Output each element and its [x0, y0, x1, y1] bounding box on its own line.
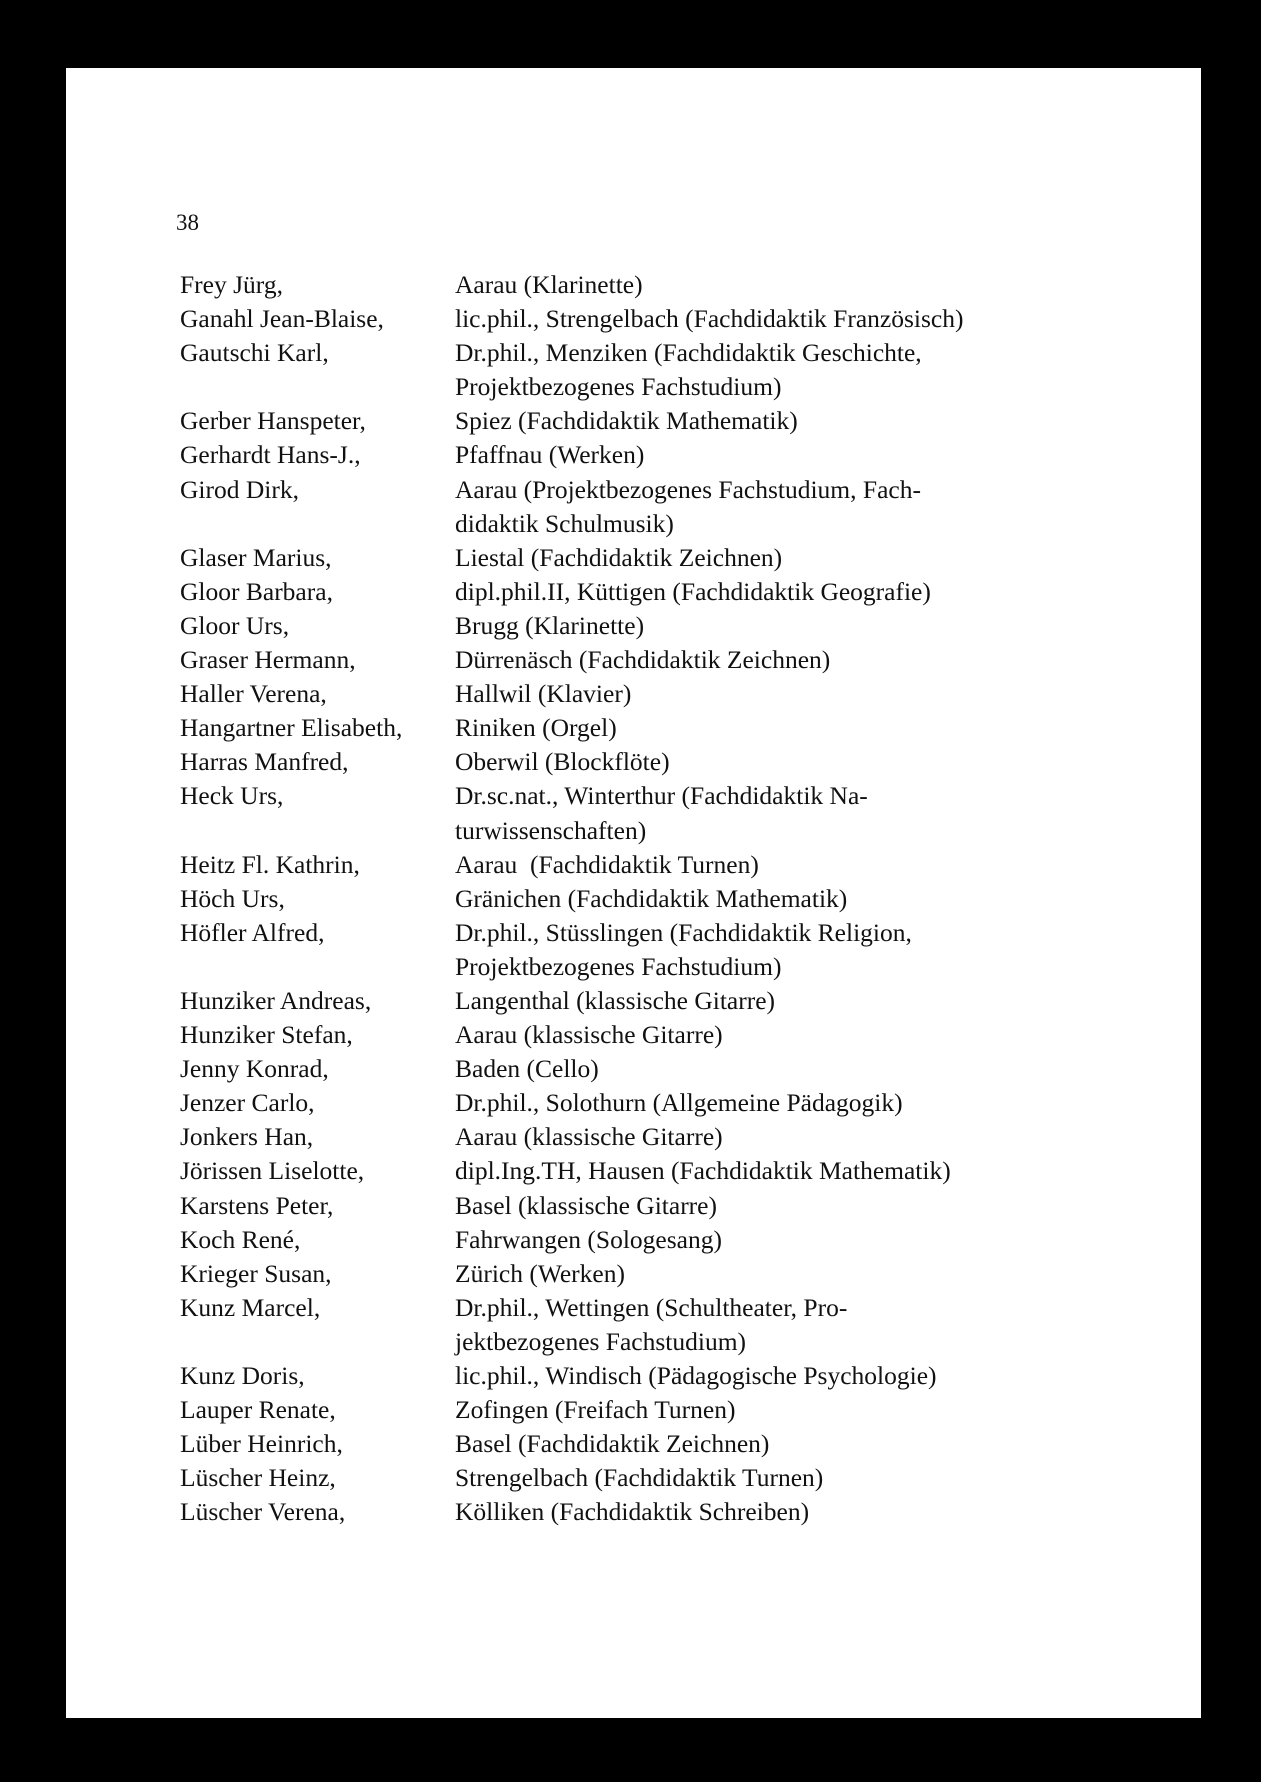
list-item	[180, 302, 1180, 336]
list-item	[180, 711, 1180, 745]
list-item	[180, 404, 1180, 438]
person-detail: Strengelbach (Fachdidaktik Turnen)	[455, 1463, 824, 1493]
person-detail: Zofingen (Freifach Turnen)	[455, 1395, 736, 1425]
staff-list	[180, 268, 1180, 1529]
list-item	[180, 438, 1180, 472]
person-detail: Riniken (Orgel)	[455, 713, 617, 743]
person-detail: lic.phil., Windisch (Pädagogische Psychologie)	[455, 1361, 937, 1390]
list-item	[180, 779, 1180, 847]
list-item	[180, 1495, 1180, 1529]
person-name: Kunz Doris,	[180, 1361, 305, 1390]
list-item	[180, 1427, 1180, 1461]
person-name: Höch Urs,	[180, 883, 285, 913]
person-name: Jörissen Liselotte,	[180, 1156, 365, 1186]
person-name: Lüscher Heinz,	[180, 1463, 336, 1493]
person-detail: Spiez (Fachdidaktik Mathematik)	[455, 406, 798, 436]
list-item	[180, 848, 1180, 882]
list-item	[180, 916, 1180, 984]
list-item	[180, 745, 1180, 779]
person-name: Lüber Heinrich,	[180, 1429, 343, 1459]
person-name: Kunz Marcel,	[180, 1292, 321, 1322]
person-detail: Oberwil (Blockflöte)	[455, 747, 670, 777]
person-name: Karstens Peter,	[180, 1190, 334, 1220]
person-detail: Hallwil (Klavier)	[455, 679, 632, 709]
list-item	[180, 1359, 1180, 1393]
person-detail: lic.phil., Strengelbach (Fachdidaktik Französisch)	[455, 304, 964, 334]
list-item	[180, 1223, 1180, 1257]
person-name: Gerber Hanspeter,	[180, 406, 366, 436]
list-item	[180, 1291, 1180, 1359]
person-detail: Aarau (Fachdidaktik Turnen)	[455, 849, 759, 879]
list-item	[180, 882, 1180, 916]
person-detail: Gränichen (Fachdidaktik Mathematik)	[455, 883, 848, 913]
person-name: Gloor Urs,	[180, 610, 290, 640]
list-item	[180, 984, 1180, 1018]
document-page	[66, 68, 1201, 1718]
person-name: Hangartner Elisabeth,	[180, 713, 403, 743]
person-name: Krieger Susan,	[180, 1258, 332, 1288]
person-name: Gerhardt Hans-J.,	[180, 440, 361, 470]
person-name: Jonkers Han,	[180, 1122, 314, 1152]
person-name: Gautschi Karl,	[180, 338, 329, 368]
person-name: Heck Urs,	[180, 781, 284, 811]
person-detail: Aarau (Projektbezogenes Fachstudium, Fach- didaktik Schulmusik)	[455, 474, 921, 538]
person-detail: Baden (Cello)	[455, 1054, 599, 1084]
person-name: Hunziker Stefan,	[180, 1020, 353, 1050]
person-detail: Basel (Fachdidaktik Zeichnen)	[455, 1429, 770, 1459]
list-item	[180, 336, 1180, 404]
person-detail: Aarau (Klarinette)	[455, 270, 643, 299]
person-name: Haller Verena,	[180, 679, 327, 709]
person-name: Glaser Marius,	[180, 542, 332, 572]
person-detail: dipl.Ing.TH, Hausen (Fachdidaktik Mathematik)	[455, 1156, 951, 1186]
list-item	[180, 1120, 1180, 1154]
list-item	[180, 541, 1180, 575]
list-item	[180, 575, 1180, 609]
list-item	[180, 677, 1180, 711]
person-name: Höfler Alfred,	[180, 917, 325, 947]
person-detail: dipl.phil.II, Küttigen (Fachdidaktik Geografie)	[455, 576, 931, 606]
person-detail: Dr.phil., Stüsslingen (Fachdidaktik Religion, Projektbezogenes Fachstudium)	[455, 917, 912, 981]
person-name: Heitz Fl. Kathrin,	[180, 849, 360, 879]
list-item	[180, 1393, 1180, 1427]
person-detail: Dürrenäsch (Fachdidaktik Zeichnen)	[455, 645, 831, 675]
list-item	[180, 1257, 1180, 1291]
list-item	[180, 609, 1180, 643]
person-name: Harras Manfred,	[180, 747, 349, 777]
person-detail: Basel (klassische Gitarre)	[455, 1190, 717, 1220]
list-item	[180, 1086, 1180, 1120]
person-name: Lauper Renate,	[180, 1395, 336, 1425]
person-detail: Dr.phil., Wettingen (Schultheater, Pro- jektbezogenes Fachstudium)	[455, 1292, 848, 1356]
list-item	[180, 1018, 1180, 1052]
list-item	[180, 643, 1180, 677]
list-item	[180, 1189, 1180, 1223]
person-detail: Brugg (Klarinette)	[455, 610, 645, 640]
person-detail: Dr.sc.nat., Winterthur (Fachdidaktik Na- turwissenschaften)	[455, 781, 868, 845]
person-name: Gloor Barbara,	[180, 576, 333, 606]
person-name: Jenzer Carlo,	[180, 1088, 315, 1118]
person-detail: Liestal (Fachdidaktik Zeichnen)	[455, 542, 783, 572]
list-item	[180, 1052, 1180, 1086]
person-name: Frey Jürg,	[180, 270, 283, 299]
list-item	[180, 1461, 1180, 1495]
list-item	[180, 473, 1180, 541]
person-detail: Pfaffnau (Werken)	[455, 440, 645, 470]
person-detail: Zürich (Werken)	[455, 1258, 625, 1288]
page-number: 38	[176, 210, 199, 235]
person-name: Hunziker Andreas,	[180, 985, 372, 1015]
person-name: Ganahl Jean-Blaise,	[180, 304, 384, 334]
list-item	[180, 268, 1180, 302]
person-detail: Langenthal (klassische Gitarre)	[455, 985, 776, 1015]
person-name: Girod Dirk,	[180, 474, 299, 504]
person-detail: Fahrwangen (Sologesang)	[455, 1224, 722, 1254]
person-name: Jenny Konrad,	[180, 1054, 329, 1084]
list-item	[180, 1154, 1180, 1188]
person-detail: Aarau (klassische Gitarre)	[455, 1122, 723, 1152]
person-name: Koch René,	[180, 1224, 301, 1254]
person-name: Lüscher Verena,	[180, 1497, 346, 1527]
person-detail: Kölliken (Fachdidaktik Schreiben)	[455, 1497, 810, 1527]
person-name: Graser Hermann,	[180, 645, 356, 675]
person-detail: Aarau (klassische Gitarre)	[455, 1020, 723, 1050]
person-detail: Dr.phil., Solothurn (Allgemeine Pädagogik)	[455, 1088, 903, 1118]
person-detail: Dr.phil., Menziken (Fachdidaktik Geschichte, Projektbezogenes Fachstudium)	[455, 338, 922, 402]
